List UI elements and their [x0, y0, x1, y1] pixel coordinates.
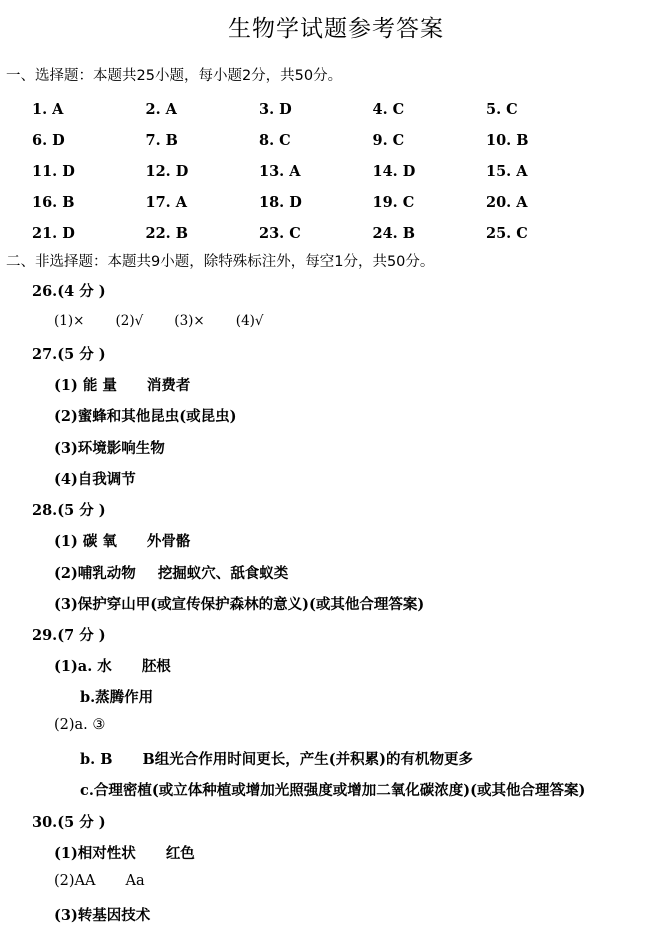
answer-27-1-part-b: 消费者: [146, 377, 191, 394]
choice-answer: 20. A: [486, 194, 528, 211]
answer-30-2-part-b: Aa: [125, 873, 145, 889]
answer-26-1: (1)×: [54, 313, 85, 329]
choice-answer: 10. B: [486, 132, 529, 149]
choice-answer: 4. C: [372, 101, 405, 118]
question-29-heading: 29.(7 分 ): [32, 627, 106, 644]
choice-answer: 1. A: [32, 101, 64, 118]
choice-answer: 19. C: [372, 194, 415, 211]
answer-row: [32, 156, 632, 187]
question-27-heading: 27.(5 分 ): [32, 346, 106, 363]
answer-26-3: (3)×: [174, 313, 205, 329]
choice-answer: 18. D: [259, 194, 302, 211]
choice-answer: 11. D: [32, 163, 75, 180]
answer-29-1b: b.蒸腾作用: [80, 689, 154, 706]
answer-30-3: (3)转基因技术: [54, 907, 151, 924]
choice-answer: 22. B: [145, 225, 189, 242]
answer-27-1-part-a: (1) 能 量: [54, 377, 117, 394]
answer-26-2: (2)√: [115, 313, 144, 329]
choice-answer: 7. B: [145, 132, 178, 149]
answer-29-1a-part-a: (1)a. 水: [54, 658, 112, 675]
answer-28-1-part-b: 外骨骼: [146, 533, 191, 550]
answer-29-2b-part-b: B组光合作用时间更长，产生(并积累)的有机物更多: [142, 751, 473, 768]
choice-answer: 14. D: [372, 163, 416, 180]
question-30-heading: 30.(5 分 ): [32, 814, 106, 831]
answer-26-4: (4)√: [235, 313, 264, 329]
answer-29-1a-part-b: 胚根: [141, 658, 171, 675]
answer-27-3: (3)环境影响生物: [54, 440, 165, 457]
choice-answer: 15. A: [486, 163, 528, 180]
answer-28-3: (3)保护穿山甲(或宣传保护森林的意义)(或其他合理答案): [54, 596, 425, 613]
answer-row: [32, 218, 632, 249]
answer-30-1-part-b: 红色: [165, 845, 195, 862]
choice-answer: 9. C: [372, 132, 405, 149]
answer-28-1: [54, 530, 190, 551]
answer-30-1-part-a: (1)相对性状: [54, 845, 136, 862]
answer-27-4: (4)自我调节: [54, 471, 136, 488]
answer-row: [32, 125, 632, 156]
choice-answer: 13. A: [259, 163, 301, 180]
answer-28-1-part-a: (1) 碳 氧: [54, 533, 117, 550]
choice-answer: 6. D: [32, 132, 65, 149]
answer-29-2b: [80, 748, 473, 769]
choice-answer: 21. D: [32, 225, 75, 242]
choice-answer: 17. A: [145, 194, 188, 211]
choice-answer: 5. C: [486, 101, 518, 118]
answer-27-1: [54, 374, 190, 395]
answer-row: [32, 187, 632, 218]
choice-answer: 3. D: [259, 101, 292, 118]
question-26-answers: [54, 312, 290, 329]
answer-29-2a: (2)a. ③: [54, 717, 106, 733]
question-26-heading: 26.(4 分 ): [32, 283, 106, 300]
answer-28-2: [54, 562, 288, 583]
question-28-heading: 28.(5 分 ): [32, 502, 106, 519]
answer-30-2-part-a: (2)AA: [54, 873, 96, 889]
multiple-choice-answers: [32, 94, 632, 249]
answer-29-1a: [54, 655, 171, 676]
choice-answer: 8. C: [259, 132, 291, 149]
choice-answer: 25. C: [486, 225, 528, 242]
section-heading-choice: 一、选择题：本题共25小题，每小题2分，共50分。: [6, 68, 343, 84]
answer-row: [32, 94, 632, 125]
answer-28-2-part-b: 挖掘蚁穴、舐食蚁类: [157, 565, 289, 582]
choice-answer: 16. B: [32, 194, 75, 211]
answer-27-2: (2)蜜蜂和其他昆虫(或昆虫): [54, 408, 237, 425]
answer-28-2-part-a: (2)哺乳动物: [54, 565, 136, 582]
choice-answer: 24. B: [372, 225, 416, 242]
choice-answer: 2. A: [145, 101, 177, 118]
section-heading-nonchoice: 二、非选择题：本题共9小题，除特殊标注外，每空1分，共50分。: [6, 254, 435, 270]
page-title: 生物学试题参考答案: [228, 16, 444, 42]
answer-29-2c: c.合理密植(或立体种植或增加光照强度或增加二氧化碳浓度)(或其他合理答案): [80, 782, 586, 799]
answer-29-2b-part-a: b. B: [80, 751, 113, 768]
answer-30-1: [54, 842, 195, 863]
choice-answer: 12. D: [145, 163, 189, 180]
choice-answer: 23. C: [259, 225, 301, 242]
answer-30-2: [54, 873, 145, 889]
